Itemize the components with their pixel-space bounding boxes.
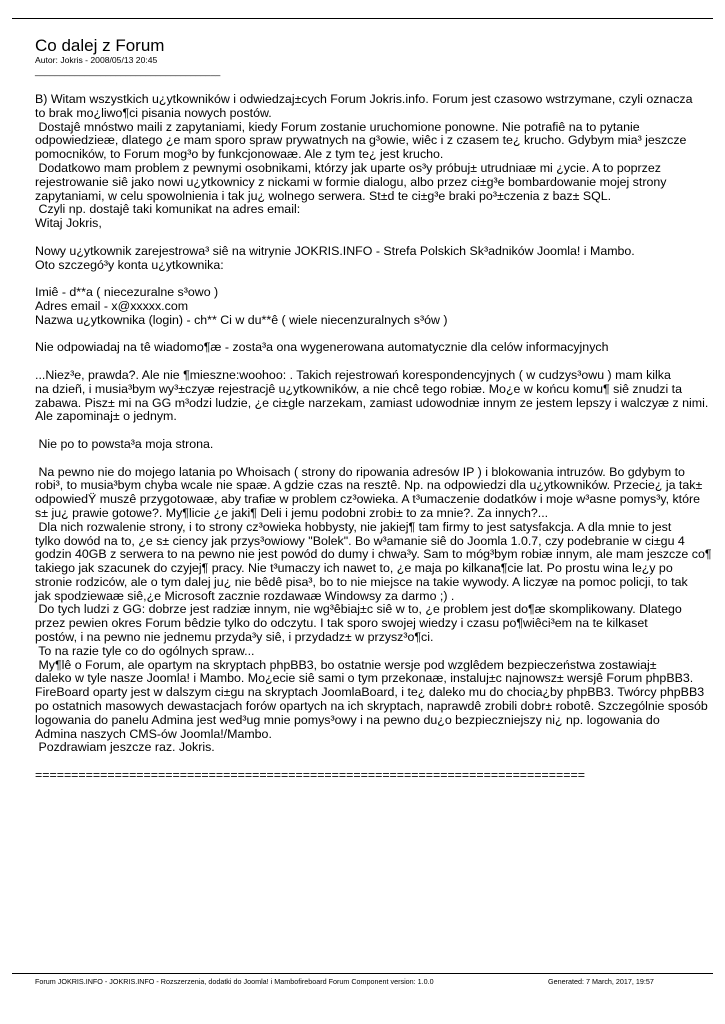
body-text-line: robi³, to musia³bym chyba wcale nie spaæ. A gdzie czas na resztê. Np. na odpowiedzi dla u¿ytkowników. Przecie¿ ja tak± xyxy=(35,478,703,493)
header-rule xyxy=(12,18,713,19)
body-text-line: logowania do panelu Admina jest wed³ug mnie pomys³owy i na pewno du¿o bezpieczniejszy ni¿ np. logowania do xyxy=(35,712,660,727)
footer-generated-date: Generated: 7 March, 2017, 19:57 xyxy=(548,977,654,986)
body-text-line: Dla nich rozwalenie strony, i to strony cz³owieka hobbysty, nie jakiej¶ tam firmy to jest satysfakcja. A dla mnie to jest xyxy=(35,519,672,534)
body-text-line: takiego jak szacunek do czyjej¶ pracy. Nie t³umaczy ich nawet to, ¿e maja po kilkana¶cie lat. Po prostu wina le¿y po xyxy=(35,561,673,576)
body-text-line: odpowiedzieæ, dlatego ¿e mam sporo spraw prywatnych na g³owie, wiêc i z czasem te¿ krucho. Gdybym mia³ jeszcze xyxy=(35,133,687,148)
body-text-line: ============================================================================ xyxy=(35,768,585,783)
article-body xyxy=(35,92,712,783)
body-text-line: Admina naszych CMS-ów Joomla!/Mambo. xyxy=(35,726,272,741)
body-text-line: pomocników, to Forum mog³o by funkcjonowaæ. Ale z tym te¿ jest krucho. xyxy=(35,147,444,162)
body-text-line: Pozdrawiam jeszcze raz. Jokris. xyxy=(35,740,215,755)
body-text-line: Witaj Jokris, xyxy=(35,216,102,231)
body-text-line: zapytaniami, w celu spowolnienia i tak ju¿ wolnego serwera. St±d te ci±g³e braki po³±czenia z baz± SQL. xyxy=(35,188,612,203)
body-text-line: na dzieñ, i musia³bym wy³±czyæ rejestracjê u¿ytkowników, a nie chcê tego robiæ. Mo¿e w końcu komu¶ siê znudzi ta xyxy=(35,381,683,396)
body-text-line: jak spodziewaæ siê,¿e Microsoft zacznie rozdawaæ Windowsy za darmo ;) . xyxy=(35,588,455,603)
body-text-line: Nie po to powsta³a moja strona. xyxy=(35,436,214,451)
body-text-line: postów, i na pewno nie jednemu przyda³y siê, i przydadz± w przysz³o¶ci. xyxy=(35,630,434,645)
body-text-line: My¶lê o Forum, ale opartym na skryptach phpBB3, bo ostatnie wersje pod wzglêdem bezpieczeństwa zostawiaj± xyxy=(35,657,657,672)
article-author-date: Autor: Jokris - 2008/05/13 20:45 xyxy=(35,55,158,65)
body-text-line: Ale zapominaj± o jednym. xyxy=(35,409,177,424)
footer-source: Forum JOKRIS.INFO - JOKRIS.INFO - Rozszerzenia, dodatki do Joomla! i Mambofireboard Forum Component version: 1.0.0 xyxy=(35,977,434,986)
paragraph-gap xyxy=(35,231,700,245)
body-text-line: FireBoard oparty jest w dalszym ci±gu na skryptach JoomlaBoard, i te¿ daleko mu do chocia¿by phpBB3. Twórcy phpBB3 xyxy=(35,685,705,700)
body-text-line: Czyli np. dostajê taki komunikat na adres email: xyxy=(35,202,301,217)
paragraph-gap xyxy=(35,355,700,369)
body-text-line: stronie rodziców, ale o tym dalej ju¿ nie bêdê pisa³, bo to nie miejsce na takie wywody. A liczyæ na pomoc policji, to tak xyxy=(35,574,688,589)
paragraph-gap xyxy=(35,452,700,466)
body-text-line: Dodatkowo mam problem z pewnymi osobnikami, którzy jak uparte os³y próbuj± utrudniaæ mi ¿ycie. A to poprzez xyxy=(35,160,661,175)
body-text-line: zabawa. Pisz± mi na GG m³odzi ludzie, ¿e ci±gle narzekam, zamiast udowodniæ innym ze jestem lepszy i walczyæ z nimi. xyxy=(35,395,709,410)
paragraph-gap xyxy=(35,755,700,769)
body-text-line: Adres email - x@xxxxx.com xyxy=(35,298,189,313)
footer-rule xyxy=(12,973,713,974)
body-text-line: Do tych ludzi z GG: dobrze jest radziæ innym, nie wg³êbiaj±c siê w to, ¿e problem jest do¶æ skomplikowany. Dlatego xyxy=(35,602,682,617)
body-text-line: po ostatnich masowych dewastacjach forów opartych na ich skryptach, naprawdê zrobili dobr± robotê. Szczególnie sposób xyxy=(35,699,708,714)
paragraph-gap xyxy=(35,272,700,286)
body-text-line: Nowy u¿ytkownik zarejestrowa³ siê na witrynie JOKRIS.INFO - Strefa Polskich Sk³adników Joomla! i Mambo. xyxy=(35,243,635,258)
body-text-line: przez pewien okres Forum bêdzie tylko do odczytu. I tak sporo swojej wiedzy i czasu po¶wiêci³em na te kilkaset xyxy=(35,616,648,631)
body-text-line: Na pewno nie do mojego latania po Whoisach ( strony do ripowania adresów IP ) i blokowania intruzów. Bo gdybym to xyxy=(35,464,685,479)
paragraph-gap xyxy=(35,328,700,342)
body-text-line: ...Niez³e, prawda?. Ale nie ¶mieszne:woohoo: . Takich rejestrowań korespondencyjnych ( w cudzys³owu ) mam kilka xyxy=(35,367,671,382)
body-text-line: Nie odpowiadaj na tê wiadomo¶æ - zosta³a ona wygenerowana automatycznie dla celów informacyjnych xyxy=(35,340,609,355)
author-underline: _____________________________________ xyxy=(35,66,221,76)
paragraph-gap xyxy=(35,424,700,438)
body-text-line: To na razie tyle co do ogólnych spraw... xyxy=(35,643,255,658)
body-text-line: godzin 40GB z serwera to na pewno nie jest powód do dumy i chwa³y. Sam to móg³bym robiæ innym, ale mam jeszcze co¶ xyxy=(35,547,712,562)
body-text-line: rejestrowanie siê jako nowi u¿ytkownicy z nickami w formie dialogu, albo przez ci±g³e bombardowanie mojej strony xyxy=(35,174,667,189)
body-text-line: odpowiedŸ muszê przygotowaæ, aby trafiæ w problem cz³owieka. A t³umaczenie dodatków i moje w³asne pomys³y, które xyxy=(35,492,701,507)
body-text-line: Oto szczegó³y konta u¿ytkownika: xyxy=(35,257,224,272)
body-text-line: B) Witam wszystkich u¿ytkowników i odwiedzaj±cych Forum Jokris.info. Forum jest czasowo wstrzymane, czyli oznacza xyxy=(35,92,693,106)
body-text-line: tylko dowód na to, ¿e s± ciency jak przys³owiowy "Bolek". Bo w³amanie siê do Joomla 1.0.7, czy podebranie w ci±gu 4 xyxy=(35,533,685,548)
body-text-line: Dostajê mnóstwo maili z zapytaniami, kiedy Forum zostanie uruchomione ponowne. Nie potrafiê na to pytanie xyxy=(35,119,640,134)
body-text-line: Nazwa u¿ytkownika (login) - ch** Ci w du**ê ( wiele niecenzuralnych s³ów ) xyxy=(35,312,448,327)
body-text-line: s± ju¿ prawie gotowe?. My¶licie ¿e jaki¶ Deli i jemu podobni zrobi± to za mnie?. Za innych?... xyxy=(35,505,549,520)
body-text-line: Imiê - d**a ( niecezuralne s³owo ) xyxy=(35,285,219,300)
article-title: Co dalej z Forum xyxy=(35,36,165,55)
body-text-line: to brak mo¿liwo¶ci pisania nowych postów. xyxy=(35,105,272,120)
body-text-line: daleko w tyle nasze Joomla! i Mambo. Mo¿ecie siê sami o tym przekonaæ, instaluj±c najnowsz± wersjê Forum phpBB3. xyxy=(35,671,694,686)
